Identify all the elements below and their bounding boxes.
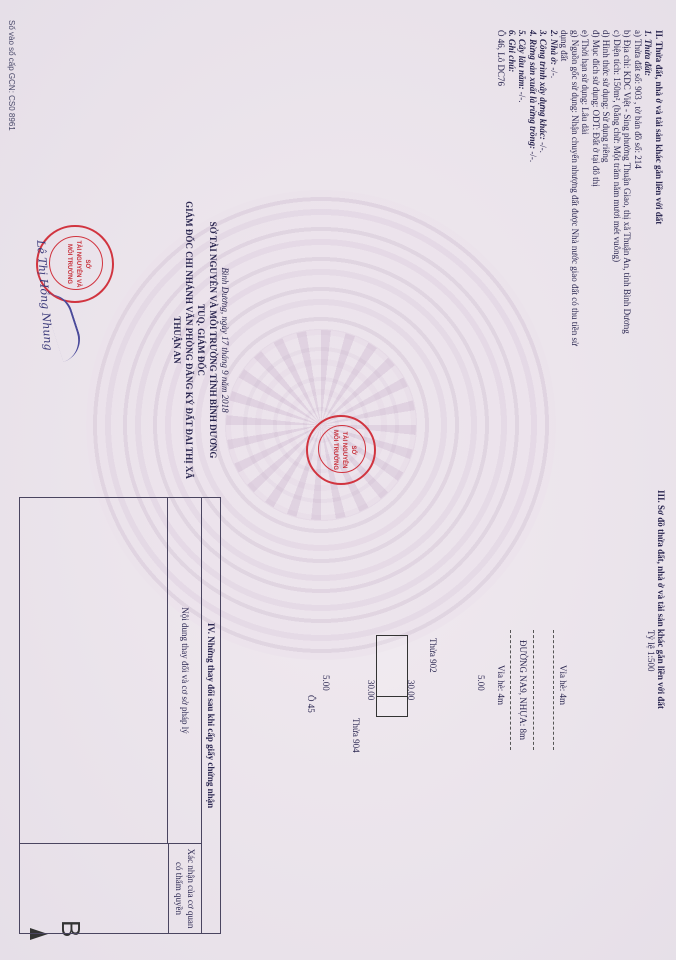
land-info-label: 5. Cây lâu năm: bbox=[517, 30, 528, 90]
section2-heading: II. Thửa đất, nhà ở và tài sản khác gắn liền với đất bbox=[654, 30, 664, 225]
land-info-line bbox=[517, 30, 528, 470]
seal2-text-bottom: MÔI TRƯỜNG bbox=[332, 429, 338, 471]
land-info-label: e) Thời hạn sử dụng: bbox=[580, 30, 591, 105]
registry-number: Số vào sổ cấp GCN: CS0 8961 bbox=[7, 20, 16, 131]
road-name: ĐƯỜNG NA9, NHỰA: 8m bbox=[518, 640, 528, 740]
land-info-label: 6. Ghi chú: bbox=[507, 30, 517, 73]
land-info-line bbox=[496, 30, 507, 470]
land-info-value: Lâu dài bbox=[580, 107, 591, 135]
land-info-line bbox=[549, 30, 560, 470]
seal-text-top: SỞ bbox=[84, 259, 90, 269]
land-info-value: dụng đất bbox=[559, 30, 570, 62]
land-info-line bbox=[580, 30, 591, 470]
land-info-line bbox=[612, 30, 623, 470]
table-col-confirmation: Xác nhận của cơ quan có thẩm quyền bbox=[168, 844, 202, 933]
section2-lines bbox=[496, 30, 654, 470]
cell-45-label: Ô 45 bbox=[306, 695, 316, 713]
land-info-value: Ô 46, Lô DC76 bbox=[496, 30, 507, 86]
land-info-line bbox=[570, 30, 581, 470]
land-info-label: 4. Rừng sản xuất là rừng trồng: bbox=[528, 30, 538, 150]
land-info-value: -/-. bbox=[517, 91, 528, 103]
seal-text-mid: TÀI NGUYÊN VÀ bbox=[75, 240, 81, 288]
lot-902-label: Thửa 902 bbox=[428, 638, 438, 673]
land-parcel bbox=[376, 635, 408, 717]
issuing-department: SỞ TÀI NGUYÊN VÀ MÔI TRƯỜNG TỈNH BÌNH DƯƠNG bbox=[208, 221, 218, 459]
seal-text-bottom: MÔI TRƯỜNG bbox=[66, 243, 72, 285]
land-info-line bbox=[538, 30, 549, 470]
land-info-value: ODT: Đất ở tại đô thị bbox=[591, 109, 601, 187]
road-line-2 bbox=[533, 630, 534, 750]
section3-heading: III. Sơ đồ thửa đất, nhà ở và tài sản khác gắn liền với đất bbox=[656, 490, 666, 709]
land-info-value: Nhận chuyển nhượng đất được Nhà nước giao đất có thu tiền sử bbox=[570, 115, 580, 346]
dim-bottom: 30.00 bbox=[366, 680, 376, 701]
changes-table bbox=[19, 497, 221, 934]
section-land-info bbox=[496, 30, 664, 470]
sidewalk-label-1: Vỉa hè: 4m bbox=[558, 665, 568, 705]
map-scale: Tỷ lệ 1:500 bbox=[646, 630, 656, 672]
authorization-title: TUQ. GIÁM ĐỐC bbox=[196, 304, 206, 376]
dim-side-1: 5.00 bbox=[476, 675, 486, 691]
land-info-value: 150m², (bằng chữ: Một trăm năm mươi mét vuông) bbox=[612, 77, 622, 263]
land-info-line bbox=[591, 30, 602, 470]
seal2-text-top: SỞ bbox=[350, 445, 356, 455]
land-info-value: KDC Việt - Sing phường Thuận Giao, thị xã Thuận An, tỉnh Bình Dương bbox=[622, 70, 633, 334]
road-line-1 bbox=[553, 630, 554, 750]
table-body bbox=[20, 498, 168, 844]
seal-overlay-center bbox=[306, 415, 376, 485]
land-info-line bbox=[507, 30, 518, 470]
land-info-label: 2. Nhà ở: bbox=[549, 30, 559, 66]
land-info-label: b) Địa chỉ: bbox=[622, 30, 633, 69]
land-info-label: d) Hình thức sử dụng: bbox=[601, 30, 612, 110]
land-info-label: c) Diện tích: bbox=[612, 30, 622, 75]
land-info-value: -/-. bbox=[528, 151, 538, 163]
land-info-value: -/-. bbox=[549, 67, 559, 79]
land-info-line bbox=[643, 30, 654, 470]
signer-name: Lê Thị Hồng Nhung bbox=[34, 239, 55, 351]
sidewalk-label-2: Vỉa hè: 4m bbox=[496, 665, 506, 705]
land-info-value: Sử dụng riêng bbox=[601, 111, 612, 163]
director-title: GIÁM ĐỐC CHI NHÁNH VĂN PHÒNG ĐĂNG KÝ ĐẤT ĐAI THỊ XÃ THUẬN AN bbox=[172, 201, 194, 479]
lot-904-label: Thửa 904 bbox=[351, 718, 361, 753]
dim-top: 30.00 bbox=[406, 680, 416, 701]
land-info-line bbox=[528, 30, 539, 470]
section4-heading: IV. Những thay đổi sau khi cấp giấy chứng nhận bbox=[201, 498, 220, 933]
land-info-line bbox=[601, 30, 612, 470]
road-line-3 bbox=[510, 630, 511, 750]
north-letter: B bbox=[56, 920, 86, 938]
signature-block bbox=[171, 190, 231, 490]
land-info-value: -/-. bbox=[538, 142, 549, 153]
land-info-line bbox=[622, 30, 633, 470]
dim-side-2: 5.00 bbox=[321, 675, 331, 691]
land-info-label: 1. Thửa đất: bbox=[643, 30, 654, 77]
land-info-line bbox=[633, 30, 644, 470]
land-info-line bbox=[559, 30, 570, 470]
land-info-label: a) Thửa đất số: bbox=[633, 30, 643, 84]
land-info-label: đ) Mục đích sử dụng: bbox=[591, 30, 601, 108]
table-col-content: Nội dung thay đổi và cơ sở pháp lý bbox=[167, 498, 202, 844]
land-info-label: 3. Công trình xây dựng khác: bbox=[538, 30, 549, 140]
seal2-text-mid: TÀI NGUYÊN bbox=[341, 431, 347, 469]
issue-date: Bình Dương, ngày 17 tháng 9 năm 2018 bbox=[220, 267, 230, 413]
land-info-label: g) Nguồn gốc sử dụng: bbox=[570, 30, 580, 113]
land-info-value: 903 , tờ bản đồ số: 214 bbox=[633, 86, 643, 169]
